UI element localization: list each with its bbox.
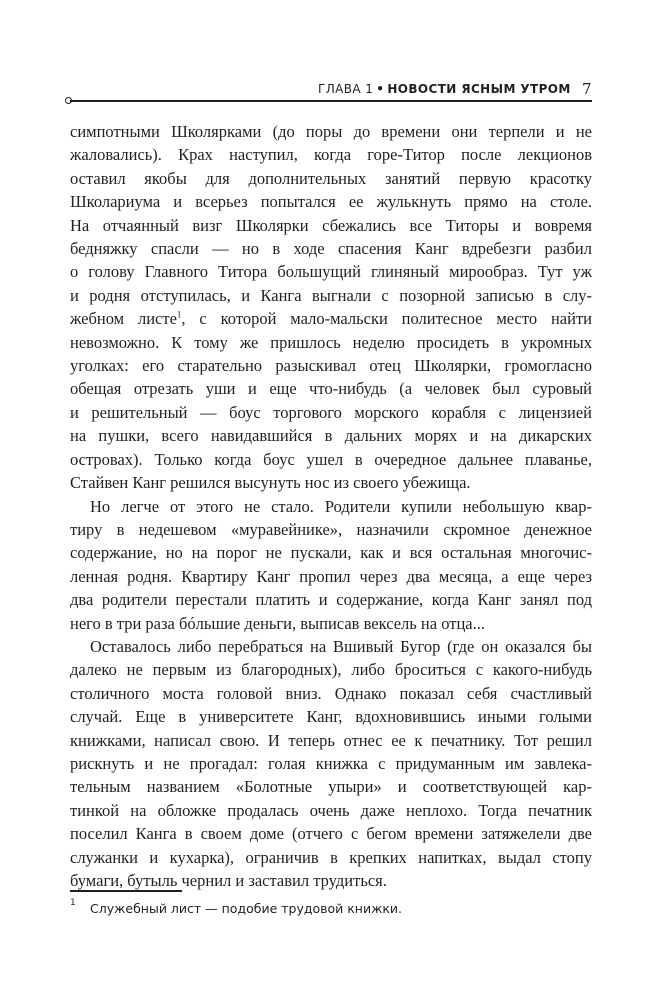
text-fragment: , с которой мало-мальски политесное место найти (181, 309, 592, 329)
text-line: Но легче от этого не стало. Родители купили небольшую квар- (90, 496, 592, 516)
text-line: бедняжку спасли — но в ходе спасения Канг вдребезги разбил (70, 239, 592, 259)
text-line: о голову Главного Титора большущий глиняный мирообраз. Тут уж (70, 262, 592, 282)
text-line: обещая отрезать уши и еще что-нибудь (а человек был суровый (70, 379, 592, 399)
header-bullet: • (376, 82, 385, 96)
text-line: служанки и кухарка), ограничив в крепких напитках, выдал стопу (70, 847, 592, 867)
text-line: ленная родня. Квартиру Канг пропил через два месяца, а еще через (70, 566, 592, 586)
text-line: два родители перестали платить и содержание, когда Канг занял под (70, 590, 592, 610)
text-line: и решительный — боус торгового морского корабля с лицензией (70, 402, 592, 422)
text-line: бумаги, бутыль чернил и заставил трудиться. (70, 871, 387, 890)
header-rule (70, 100, 592, 102)
text-fragment: жебном листе (70, 309, 177, 329)
text-line: и родня отступилась, и Канга выгнали с позорной записью в слу- (70, 285, 592, 305)
footnote (70, 898, 592, 916)
text-line: островах). Только когда боус ушел в очередное дальнее плаванье, (70, 449, 592, 469)
text-line: рискнуть и не прогадал: голая книжка с придуманным им завлека- (70, 753, 592, 773)
running-header (318, 80, 592, 98)
text-line: поселил Канга в своем доме (отчего с бегом времени затяжелели две (70, 824, 592, 844)
text-line: Оставалось либо перебраться на Вшивый Бугор (где он оказался бы (90, 636, 592, 656)
text-line: тинкой на обложке продалась очень даже неплохо. Тогда печатник (70, 800, 592, 820)
text-line: тиру в недешевом «муравейнике», назначили скромное денежное (70, 519, 592, 539)
chapter-label: ГЛАВА 1 (318, 82, 374, 96)
text-line: невозможно. К тому же пришлось неделю просидеть в укромных (70, 332, 592, 352)
text-line: книжками, написал свою. И теперь отнес ее к печатнику. Тот решил (70, 730, 592, 750)
text-line-with-footnote (70, 307, 592, 330)
text-line: случай. Еще в университете Канг, вдохновившись иными голыми (70, 707, 592, 727)
text-line: уголках: его старательно разыскивал отец Школярки, громогласно (70, 356, 592, 376)
text-line: жаловались). Крах наступил, когда горе-Титор после лекционов (70, 145, 592, 165)
text-line: столичного моста головой вниз. Однако показал себя счастливый (70, 683, 592, 703)
chapter-title: НОВОСТИ ЯСНЫМ УТРОМ (387, 82, 571, 96)
text-line: симпотными Школярками (до поры до времени они терпели и не (70, 122, 592, 141)
body-text (70, 120, 592, 892)
footnote-reference[interactable]: 1 (176, 309, 182, 320)
text-line: тельным названием «Болотные упыри» и соответствующей кар- (70, 777, 592, 797)
text-line: Стайвен Канг решился высунуть нос из своего убежища. (70, 473, 471, 493)
text-line: Школариума и всерьез попытался ее жулькнуть прямо на столе. (70, 192, 592, 212)
footnote-rule (70, 890, 182, 892)
text-line: На отчаянный визг Школярки сбежались все Титоры и вовремя (70, 215, 592, 235)
text-line: содержание, но на порог не пускали, как и вся остальная многочис- (70, 543, 592, 563)
text-line: на пушки, всего навидавшийся в дальних морях и на дикарских (70, 426, 592, 446)
text-line: далеко не первым из благородных), либо броситься с какого-нибудь (70, 660, 592, 680)
footnote-text: Служебный лист — подобие трудовой книжки. (90, 901, 403, 916)
text-line: оставил якобы для дополнительных занятий первую красотку (70, 168, 592, 188)
text-line: него в три раза бóльшие деньги, выписав вексель на отца... (70, 613, 485, 633)
footnote-number: 1 (70, 898, 76, 908)
page-number: 7 (582, 80, 592, 98)
